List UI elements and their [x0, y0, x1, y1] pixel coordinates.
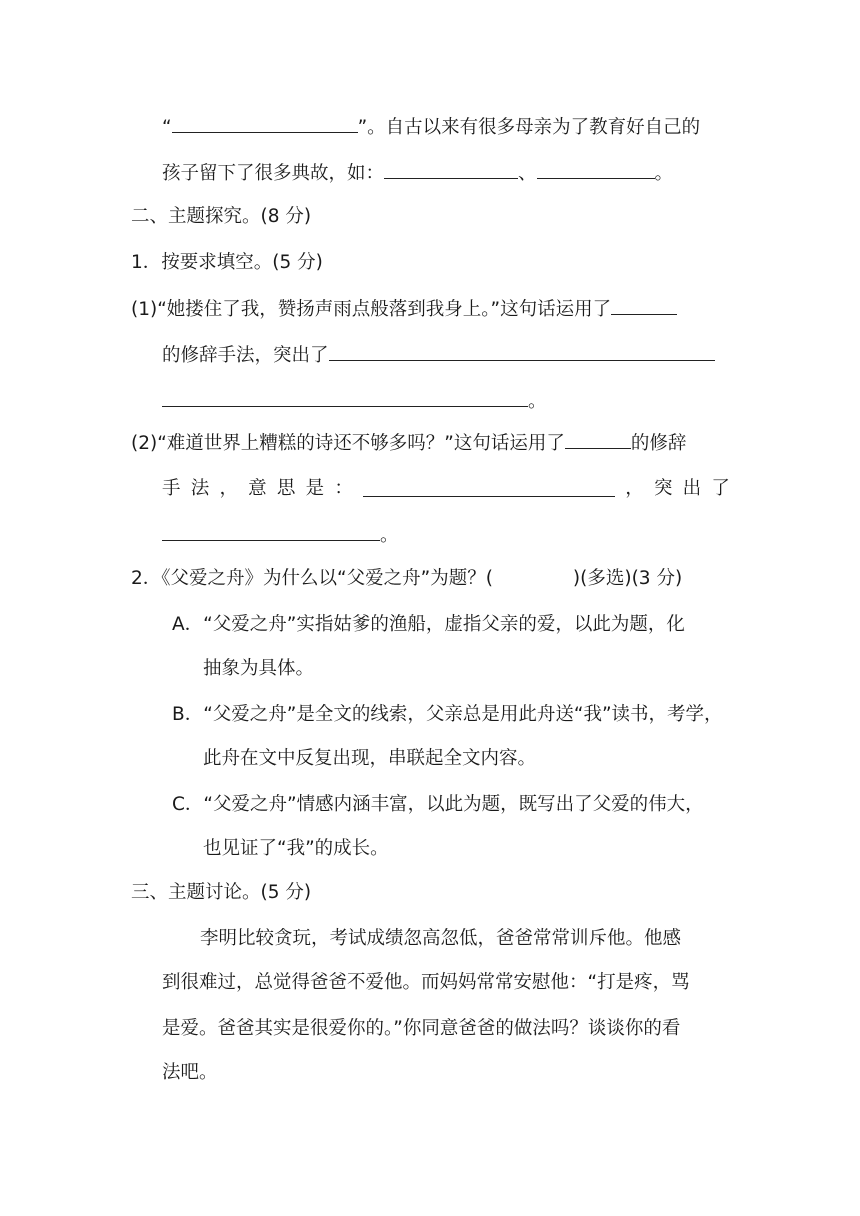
- option-a-line1[interactable]: A．“父爱之舟”实指姑爹的渔船，虚指父亲的爱，以此为题，化: [172, 614, 685, 635]
- char: 出: [682, 478, 702, 499]
- blank-rhetoric-2[interactable]: [565, 430, 631, 449]
- continuation-text: ”。自古以来有很多母亲为了教育好自己的: [357, 117, 701, 138]
- question-1-title: 1．按要求填空。(5 分): [131, 252, 323, 273]
- option-c-line1[interactable]: C．“父爱之舟”情感内涵丰富，以此为题，既写出了父爱的伟大，: [172, 794, 704, 815]
- period: 。: [654, 163, 674, 184]
- blank-meaning[interactable]: [363, 476, 615, 497]
- char: 是: [305, 478, 325, 499]
- char: 手: [162, 478, 181, 499]
- period: 。: [380, 525, 399, 546]
- blank-emphasis-1a[interactable]: [329, 342, 715, 361]
- question-2-title: [131, 566, 682, 592]
- q1-part2-text-post: 的修辞: [630, 433, 687, 454]
- blank-emphasis-2[interactable]: [162, 522, 380, 541]
- char: 了: [711, 478, 730, 499]
- blank-emphasis-1b[interactable]: [162, 388, 528, 407]
- q1-part1-line2: [162, 342, 715, 368]
- char: 意: [248, 478, 267, 499]
- discussion-line-3: 是爱。爸爸其实是很爱你的。”你同意爸爸的做法吗？谈谈你的看: [162, 1018, 681, 1039]
- blank-story-2[interactable]: [537, 160, 655, 179]
- q1-part1-text: (1)“她搂住了我，赞扬声雨点般落到我身上。”这句话运用了: [131, 299, 612, 320]
- q1-part2-line1: [131, 430, 686, 456]
- option-a-line2: 抽象为具体。: [203, 658, 315, 679]
- char: ，: [625, 478, 644, 499]
- quote-open: “: [162, 117, 172, 138]
- q1-part1-line1: [131, 296, 677, 322]
- continuation-text-2: 孩子留下了很多典故，如：: [162, 163, 385, 184]
- section-3-title: 三、主题讨论。(5 分): [131, 882, 312, 903]
- option-b-line1[interactable]: B．“父爱之舟”是全文的线索，父亲总是用此舟送“我”读书，考学，: [172, 704, 723, 725]
- q2-title-text: 2．《父爱之舟》为什么以“父爱之舟”为题？(: [131, 568, 493, 589]
- discussion-line-2: 到很难过，总觉得爸爸不爱他。而妈妈常常安慰他：“打是疼，骂: [162, 972, 690, 993]
- discussion-line-1: 李明比较贪玩，考试成绩忽高忽低，爸爸常常训斥他。他感: [200, 928, 682, 949]
- char: ：: [334, 478, 353, 499]
- char: 突: [653, 478, 673, 499]
- q1-part1-text-2: 的修辞手法，突出了: [162, 345, 329, 366]
- char: 法: [190, 478, 210, 499]
- period: 。: [528, 391, 547, 412]
- continuation-line-2: [162, 160, 673, 186]
- char: ，: [219, 478, 238, 499]
- discussion-line-4: 法吧。: [162, 1062, 218, 1083]
- q1-part2-text: (2)“难道世界上糟糕的诗还不够多吗？”这句话运用了: [131, 433, 565, 454]
- char: 思: [276, 478, 296, 499]
- blank-rhetoric-1[interactable]: [611, 296, 677, 315]
- option-b-line2: 此舟在文中反复出现，串联起全文内容。: [203, 748, 537, 769]
- q1-part1-line3: [162, 388, 547, 414]
- continuation-line-1: [162, 114, 700, 140]
- q1-part2-line3: [162, 522, 399, 548]
- separator: 、: [518, 163, 537, 184]
- q1-part2-line2: [162, 476, 730, 502]
- q2-title-tail: )(多选)(3 分): [572, 568, 683, 589]
- option-c-line2: 也见证了“我”的成长。: [203, 838, 389, 859]
- section-2-title: 二、主题探究。(8 分): [131, 206, 312, 227]
- blank-saying[interactable]: [172, 114, 358, 133]
- blank-story-1[interactable]: [384, 160, 518, 179]
